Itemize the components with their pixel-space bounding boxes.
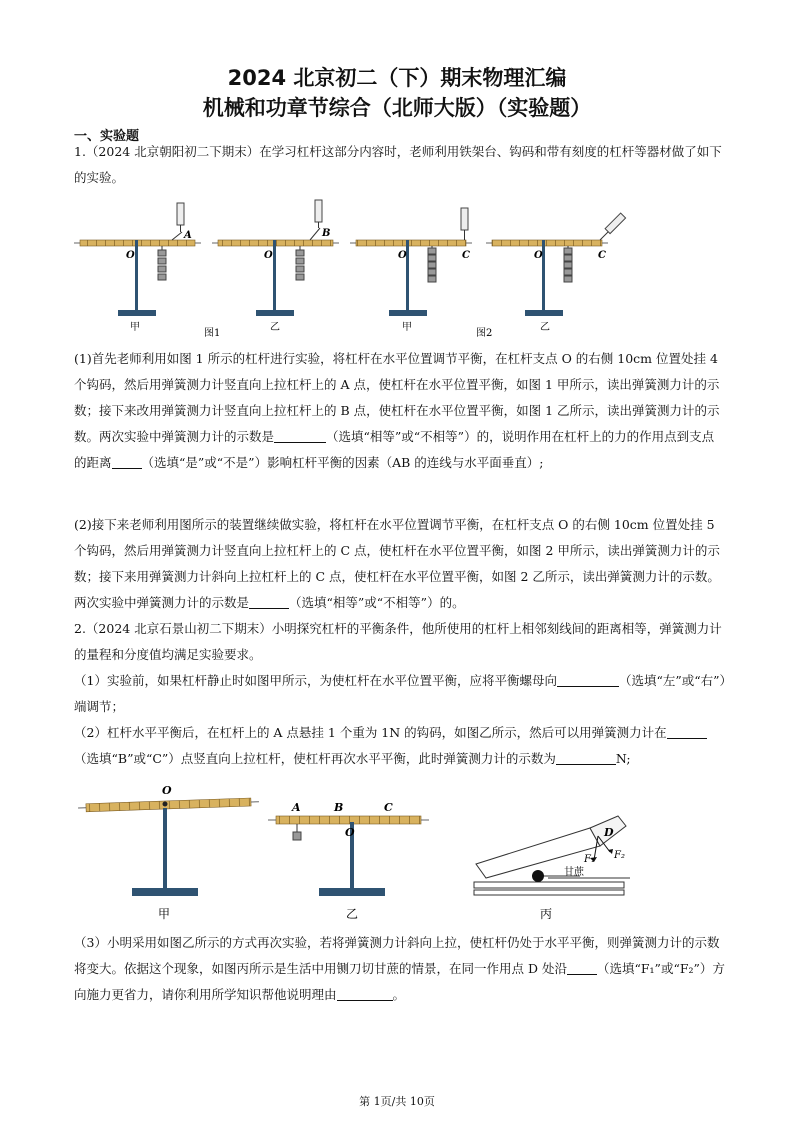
q2-caption-jia: 甲 xyxy=(158,907,171,921)
q2-part1: （1）实验前，如果杠杆静止时如图甲所示，为使杠杆在水平位置平衡，应将平衡螺母向 （选填“左”或“右”）端调节； xyxy=(74,673,726,714)
q2-bing-label-F1: F₁ xyxy=(584,854,595,865)
q2-bing-label-F2: F₂ xyxy=(614,850,625,861)
fig1-caption: 图1 xyxy=(204,328,221,339)
fig2-yi-label-O: O xyxy=(534,250,543,261)
document-title-line2: 机械和功章节综合（北师大版）（实验题） xyxy=(202,96,592,120)
document-title-line1: 2024 北京初二（下）期末物理汇编 xyxy=(227,66,567,90)
fig2-yi-label-C: C xyxy=(598,250,606,261)
q2-blank-4[interactable] xyxy=(567,960,597,975)
q2-part2: （2）杠杆水平平衡后，在杠杆上的 A 点悬挂 1 个重为 1N 的钩码，如图乙所示，然后可以用弹簧测力计在（选填“B”或“C”）点竖直向上拉杠杆，使杠杆再次水平平衡，此时弹簧测力计的示数为 N; xyxy=(74,720,726,772)
fig1-yi-apparatus xyxy=(212,200,339,316)
q2-bing-label-cane: 甘蔗 xyxy=(564,867,584,878)
q2-blank-2[interactable] xyxy=(667,724,707,739)
q2-yi-label-A: A xyxy=(292,801,301,814)
section-heading: 一、实验题 xyxy=(74,129,140,144)
fig2-jia-apparatus xyxy=(350,208,472,316)
q2-blank-1[interactable] xyxy=(557,672,619,687)
fig2-jia-label-C: C xyxy=(462,250,470,261)
q2-jia-apparatus xyxy=(78,798,259,896)
q2-blank-5[interactable] xyxy=(337,986,393,1001)
fig1-jia-apparatus xyxy=(74,203,201,316)
fig2-caption-yi: 乙 xyxy=(540,322,550,333)
q1-blank-1[interactable] xyxy=(274,428,326,443)
fig2-caption-jia: 甲 xyxy=(402,322,412,333)
q2-part3: （3）小明采用如图乙所示的方式再次实验，若将弹簧测力计斜向上拉，使杠杆仍处于水平平衡，则弹簧测力计的示数将变大。依据这个现象，如图丙所示是生活中用铡刀切甘蔗的情景，在同一作用点 D 处沿 （选填“F₁”或“F₂”）方向施力更省力，请你利用所学知识帮他说明理由 。 xyxy=(74,935,725,1002)
q2-jia-label-O: O xyxy=(162,784,172,797)
q2-caption-bing: 丙 xyxy=(540,907,553,921)
q2-yi-label-C: C xyxy=(384,801,393,814)
q1-part1: (1)首先老师利用如图 1 所示的杠杆进行实验，将杠杆在水平位置调节平衡，在杠杆支点 O 的右侧 10cm 位置处挂 4 个钩码，然后用弹簧测力计竖直向上拉杠杆上的 A 点，使杠杆在水平位置平衡，如图 1 甲所示，读出弹簧测力计的示数；接下来改用弹簧测力计竖直向上拉杠杆上的 B 点，使杠杆在水平位置平衡，如图 1 乙所示，读出弹簧测力计的示数。两次实验中弹簧测力计的示数是 （选填“相等”或“不相等”）的，说明作用在杠杆上的力的作用点到支点的距离 （选填“是”或“不是”）影响杠杆平衡的因素（AB 的连线与水平面垂直）; xyxy=(74,351,720,470)
fig1-jia-label-A: A xyxy=(184,230,192,241)
q2-intro: 2.（2024 北京石景山初二下期末）小明探究杠杆的平衡条件，他所使用的杠杆上相邻刻线间的距离相等，弹簧测力计的量程和分度值均满足实验要求。 xyxy=(74,621,722,662)
page-footer: 第 1页/共 10页 xyxy=(359,1095,435,1108)
q2-caption-yi: 乙 xyxy=(346,907,359,921)
fig2-caption: 图2 xyxy=(476,328,493,339)
fig1-jia-label-O: O xyxy=(126,250,135,261)
q1-blank-3[interactable] xyxy=(249,594,289,609)
fig1-yi-label-B: B xyxy=(322,228,331,239)
fig2-yi-apparatus xyxy=(486,213,626,316)
q2-blank-3[interactable] xyxy=(556,750,616,765)
q2-figure xyxy=(70,778,670,926)
fig1-yi-label-O: O xyxy=(264,250,273,261)
q1-intro: 1.（2024 北京朝阳初二下期末）在学习杠杆这部分内容时，老师利用铁架台、钩码和带有刻度的杠杆等器材做了如下的实验。 xyxy=(74,144,722,185)
q1-blank-2[interactable] xyxy=(112,454,142,469)
q2-yi-label-O: O xyxy=(345,826,355,839)
q2-bing-label-D: D xyxy=(604,826,614,839)
fig2-jia-label-O: O xyxy=(398,250,407,261)
q1-part2: (2)接下来老师利用图所示的装置继续做实验，将杠杆在水平位置调节平衡，在杠杆支点 O 的右侧 10cm 位置处挂 5 个钩码，然后用弹簧测力计竖直向上拉杠杆上的 C 点，使杠杆在水平位置平衡，如图 2 甲所示，读出弹簧测力计的示数；接下来用弹簧测力计斜向上拉杠杆上的 C 点，使杠杆在水平位置平衡，如图 2 乙所示，读出弹簧测力计的示数。两次实验中弹簧测力计的示数是 （选填“相等”或“不相等”）的。 xyxy=(74,517,720,610)
q1-figure xyxy=(70,198,650,343)
fig1-caption-jia: 甲 xyxy=(130,322,140,333)
fig1-caption-yi: 乙 xyxy=(270,322,280,333)
q2-yi-label-B: B xyxy=(334,801,344,814)
